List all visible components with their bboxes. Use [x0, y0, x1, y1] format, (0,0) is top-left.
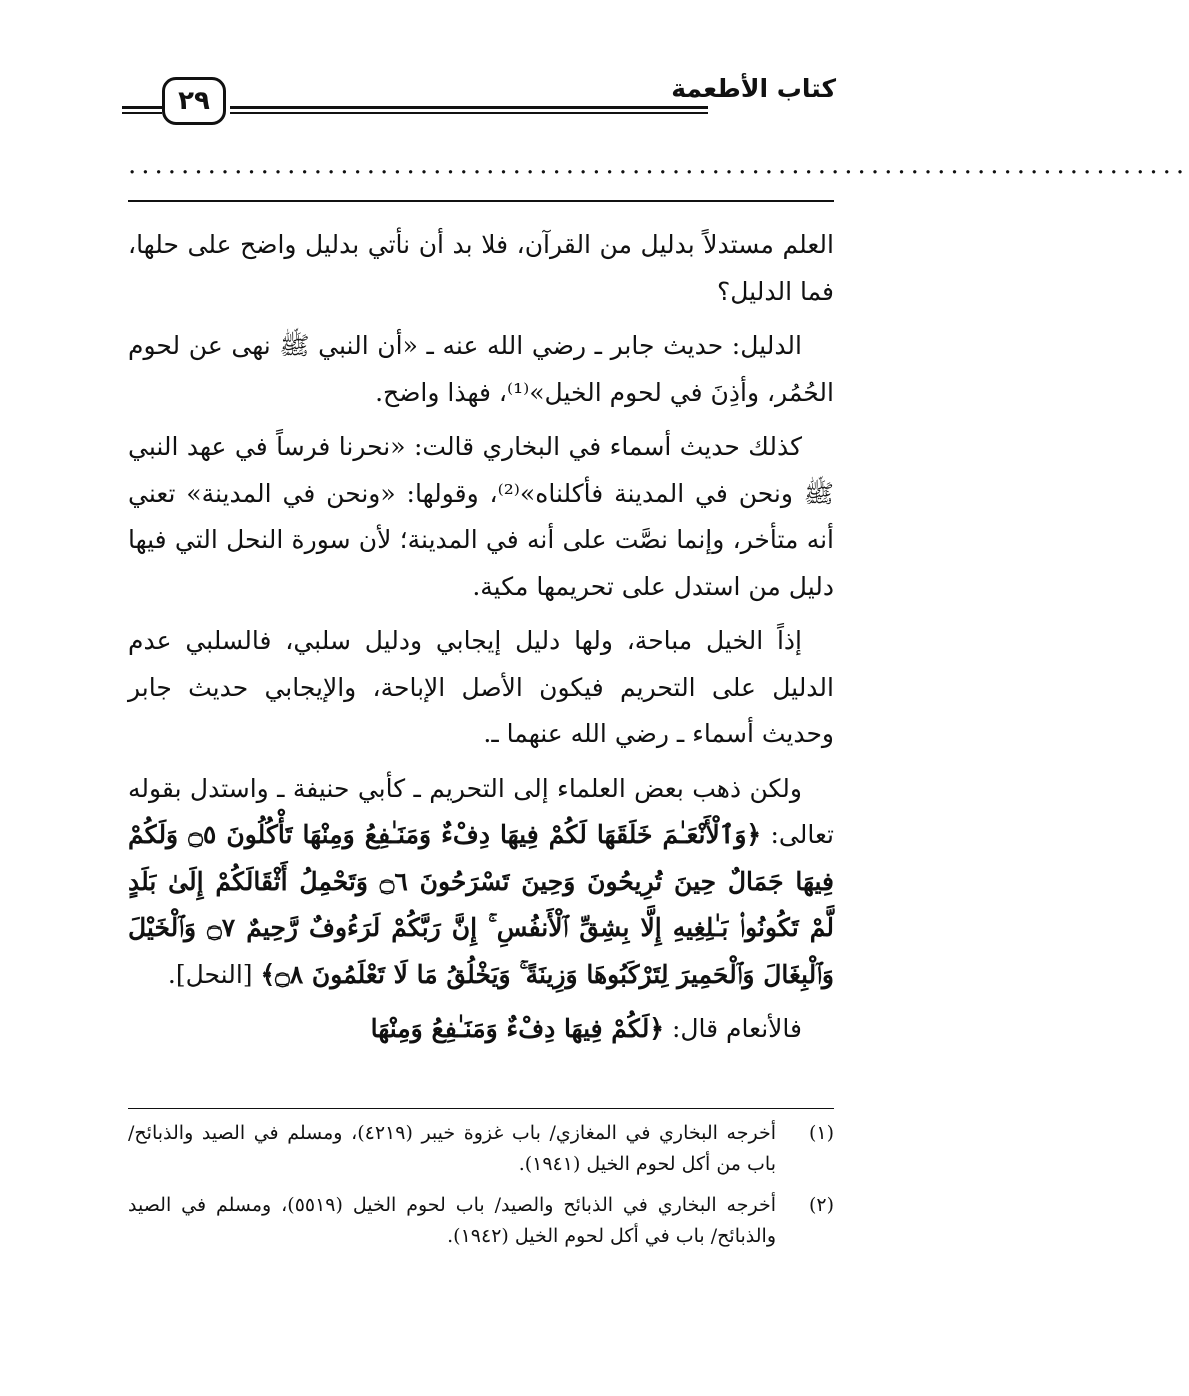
footnote-number: (٢): [808, 1194, 834, 1216]
paragraph-3: كذلك حديث أسماء في البخاري قالت: «نحرنا فرساً في عهد النبي ﷺ ونحن في المدينة فأكلناه»⁽²⁾، وقولها: «ونحن في المدينة» تعني أنه متأخر، وإنما نصَّت على أنه في المدينة؛ لأن سورة النحل التي فيها دليل من استدل على تحريمها مكية.: [128, 432, 834, 601]
dotted-separator: ................................................................................: [128, 150, 1189, 180]
paragraph-6-intro: فالأنعام قال:: [671, 1014, 802, 1043]
footnote-text: أخرجه البخاري في الذبائح والصيد/ باب لحوم الخيل (٥٥١٩)، ومسلم في الصيد والذبائح/ باب في أكل لحوم الخيل (١٩٤٢).: [128, 1194, 776, 1247]
paragraph-6: [128, 1006, 834, 1053]
header-line-right: [230, 106, 708, 109]
footnote-1: [128, 1118, 834, 1180]
paragraph-2: الدليل: حديث جابر ـ رضي الله عنه ـ «أن النبي ﷺ نهى عن لحوم الحُمُر، وأذِنَ في لحوم الخيل»⁽¹⁾، فهذا واضح.: [128, 331, 834, 407]
paragraph-4: إذاً الخيل مباحة، ولها دليل إيجابي ودليل سلبي، فالسلبي عدم الدليل على التحريم فيكون الأصل الإباحة، والإيجابي حديث جابر وحديث أسماء ـ رضي الله عنهما ـ.: [128, 626, 834, 748]
header-line-left-lower: [122, 112, 162, 114]
footnotes: [128, 1118, 834, 1262]
paragraph-5: [128, 766, 834, 999]
book-title: كتاب الأطعمة: [671, 74, 836, 103]
quran-verse-nahl: ﴿وَٱلْأَنْعَـٰمَ خَلَقَهَا لَكُمْ فِيهَا دِفْءٌ وَمَنَـٰفِعُ وَمِنْهَا تَأْكُلُونَ ۝٥ وَلَكُمْ فِيهَا جَمَالٌ حِينَ تُرِيحُونَ وَحِينَ تَسْرَحُونَ ۝٦ وَتَحْمِلُ أَثْقَالَكُمْ إِلَىٰ بَلَدٍ لَّمْ تَكُونُوا۟ بَـٰلِغِيهِ إِلَّا بِشِقِّ ٱلْأَنفُسِ ۚ إِنَّ رَبَّكُمْ لَرَءُوفٌ رَّحِيمٌ ۝٧ وَٱلْخَيْلَ وَٱلْبِغَالَ وَٱلْحَمِيرَ لِتَرْكَبُوهَا وَزِينَةً ۚ وَيَخْلُقُ مَا لَا تَعْلَمُونَ ۝٨﴾: [128, 820, 835, 989]
main-text: [128, 222, 834, 1092]
paragraph-1: العلم مستدلاً بدليل من القرآن، فلا بد أن نأتي بدليل واضح على حلها، فما الدليل؟: [128, 230, 834, 306]
paragraph-5-intro: ولكن ذهب بعض العلماء إلى التحريم ـ كأبي حنيفة ـ واستدل بقوله تعالى:: [128, 773, 835, 849]
verse-reference: [النحل].: [167, 959, 253, 989]
footnote-2: [128, 1190, 834, 1252]
header-line-right-lower: [230, 112, 708, 114]
page-header: [122, 70, 836, 130]
page-number: ٢٩: [162, 77, 226, 125]
footnote-text: أخرجه البخاري في المغازي/ باب غزوة خيبر (٤٢١٩)، ومسلم في الصيد والذبائح/ باب من أكل لحوم الخيل (١٩٤١).: [128, 1122, 776, 1175]
footnote-number: (١): [808, 1122, 834, 1144]
top-rule: [128, 200, 834, 202]
header-line-left: [122, 106, 162, 109]
footnote-rule: [128, 1108, 834, 1109]
quran-verse-excerpt: ﴿لَكُمْ فِيهَا دِفْءٌ وَمَنَـٰفِعُ وَمِنْهَا: [370, 1014, 664, 1043]
